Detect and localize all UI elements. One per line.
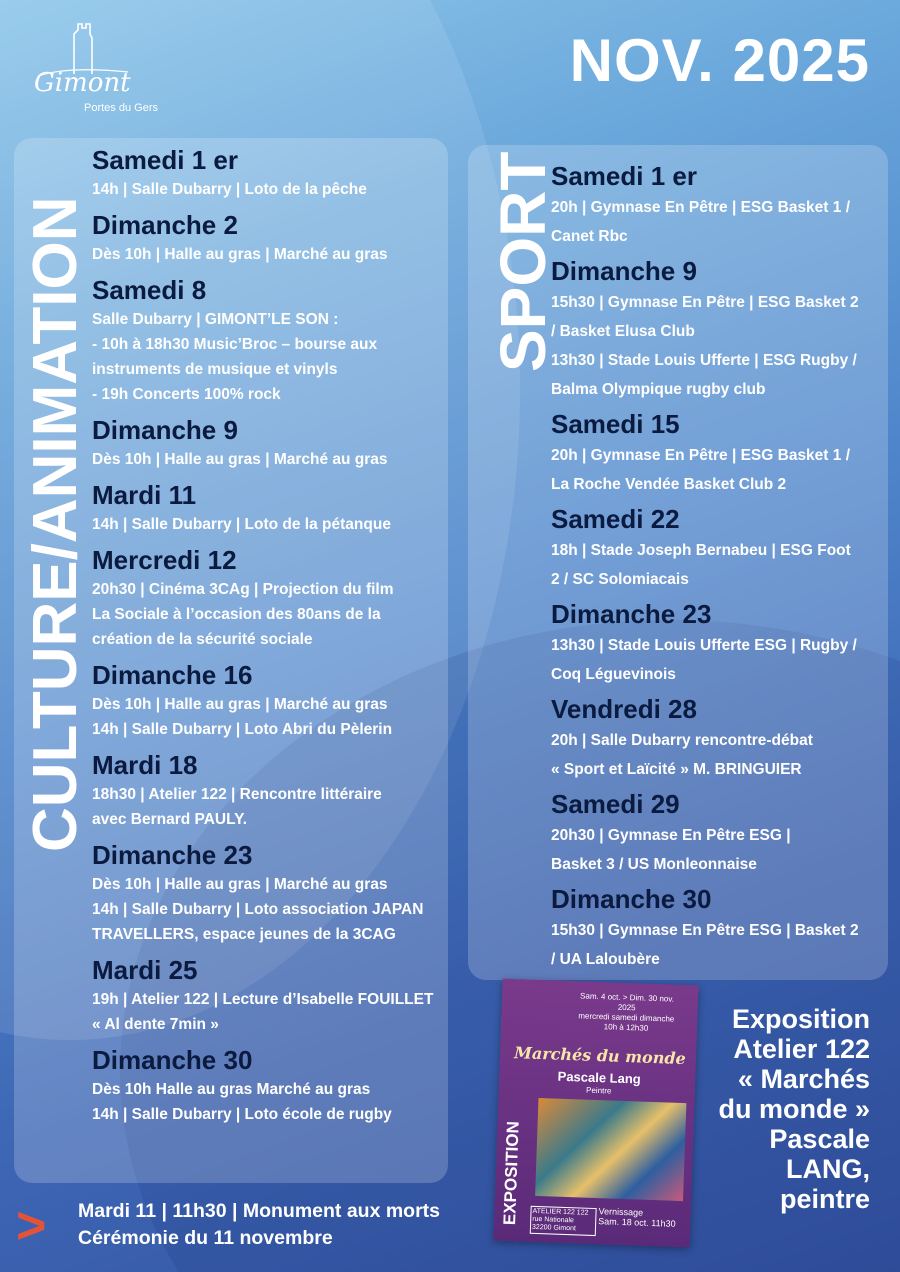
sport-event-detail: 20h30 | Gymnase En Pêtre ESG | bbox=[551, 827, 791, 844]
poster-dates: Sam. 4 oct. > Dim. 30 nov. 2025 bbox=[579, 991, 675, 1013]
culture-event-day: Dimanche 9 bbox=[92, 415, 238, 445]
sport-event-day: Samedi 22 bbox=[551, 504, 680, 534]
culture-event-day: Dimanche 23 bbox=[92, 840, 253, 870]
culture-event-detail: Dès 10h | Halle au gras | Marché au gras bbox=[92, 696, 388, 713]
poster-vertical-label: EXPOSITION bbox=[500, 1120, 523, 1226]
event-spacer bbox=[92, 202, 444, 209]
event-spacer bbox=[92, 832, 444, 839]
culture-event-detail: 14h | Salle Dubarry | Loto de la pétanque bbox=[92, 516, 391, 533]
culture-event-detail: TRAVELLERS, espace jeunes de la 3CAG bbox=[92, 926, 396, 943]
event-spacer bbox=[92, 742, 444, 749]
culture-event-detail: - 10h à 18h30 Music’Broc – bourse aux bbox=[92, 336, 378, 353]
poster-hours: mercredi samedi dimanche 10h à 12h30 bbox=[578, 1011, 675, 1033]
expo-line: du monde » bbox=[718, 1094, 870, 1124]
event-spacer bbox=[92, 652, 444, 659]
sport-event-detail: 13h30 | Stade Louis Ufferte | ESG Rugby / bbox=[551, 352, 857, 369]
expo-line: Exposition bbox=[731, 1004, 870, 1034]
logo-subtitle: Portes du Gers bbox=[84, 102, 158, 114]
ceremony-line-1: Mardi 11 | 11h30 | Monument aux morts bbox=[78, 1200, 441, 1222]
sport-event-detail: Coq Léguevinois bbox=[551, 666, 676, 683]
poster-vernissage-date: Sam. 18 oct. 11h30 bbox=[598, 1216, 676, 1229]
event-spacer bbox=[92, 537, 444, 544]
culture-event-detail: 14h | Salle Dubarry | Loto Abri du Pèlerin bbox=[92, 721, 393, 738]
sport-event-detail: Balma Olympique rugby club bbox=[551, 381, 766, 398]
exhibition-poster bbox=[493, 979, 698, 1248]
sport-event-detail: / UA Laloubère bbox=[551, 951, 660, 968]
poster-venue: ATELIER 122 122 rue Nationale 32200 Gimont bbox=[530, 1206, 597, 1236]
ceremony-notice bbox=[78, 1198, 440, 1252]
poster-role: Peintre bbox=[585, 1085, 612, 1096]
culture-event-detail: 18h30 | Atelier 122 | Rencontre littéraire bbox=[92, 786, 382, 803]
sport-event-detail: 13h30 | Stade Louis Ufferte ESG | Rugby / bbox=[551, 637, 857, 654]
culture-event-detail: Dès 10h | Halle au gras | Marché au gras bbox=[92, 246, 388, 263]
sport-event-day: Vendredi 28 bbox=[551, 694, 697, 724]
page-title: NOV. 2025 bbox=[569, 27, 870, 94]
expo-line: Atelier 122 bbox=[733, 1034, 870, 1064]
culture-event-day: Mardi 11 bbox=[92, 480, 197, 510]
culture-event-day: Mardi 25 bbox=[92, 955, 198, 985]
culture-event-day: Samedi 8 bbox=[92, 275, 207, 305]
sport-event-detail: 2 / SC Solomiacais bbox=[551, 571, 689, 588]
culture-event-detail: Dès 10h | Halle au gras | Marché au gras bbox=[92, 451, 388, 468]
sport-events-list bbox=[551, 160, 884, 978]
event-spacer bbox=[551, 974, 884, 978]
sport-event-detail: La Roche Vendée Basket Club 2 bbox=[551, 476, 787, 493]
culture-event-detail: La Sociale à l’occasion des 80ans de la bbox=[92, 606, 381, 623]
culture-event-detail: 19h | Atelier 122 | Lecture d’Isabelle FOUILLET bbox=[92, 991, 434, 1008]
culture-event-detail: Dès 10h | Halle au gras | Marché au gras bbox=[92, 876, 388, 893]
culture-event-day: Samedi 1 er bbox=[92, 145, 238, 175]
culture-event-day: Dimanche 2 bbox=[92, 210, 238, 240]
sport-event-day: Samedi 1 er bbox=[551, 161, 697, 191]
gimont-logo bbox=[18, 22, 158, 122]
event-spacer bbox=[92, 472, 444, 479]
sport-event-day: Dimanche 9 bbox=[551, 256, 697, 286]
sport-event-detail: « Sport et Laïcité » M. BRINGUIER bbox=[551, 761, 802, 778]
event-spacer bbox=[92, 407, 444, 414]
culture-event-detail: Dès 10h Halle au gras Marché au gras bbox=[92, 1081, 371, 1098]
event-spacer bbox=[92, 267, 444, 274]
poster-vernissage: Vernissage bbox=[598, 1206, 644, 1218]
sport-section-label: SPORT bbox=[487, 151, 559, 372]
event-spacer bbox=[92, 947, 444, 954]
sport-event-detail: Basket 3 / US Monleonnaise bbox=[551, 856, 757, 873]
poster-title: Marchés du monde bbox=[513, 1043, 687, 1069]
sport-event-detail: 20h | Gymnase En Pêtre | ESG Basket 1 / bbox=[551, 199, 851, 216]
culture-event-detail: 14h | Salle Dubarry | Loto association JAPAN bbox=[92, 901, 424, 918]
sport-event-detail: Canet Rbc bbox=[551, 228, 628, 245]
sport-event-day: Samedi 15 bbox=[551, 409, 680, 439]
sport-event-detail: 18h | Stade Joseph Bernabeu | ESG Foot bbox=[551, 542, 851, 559]
culture-event-detail: « Al dente 7min » bbox=[92, 1016, 219, 1033]
ceremony-line-2: Cérémonie du 11 novembre bbox=[78, 1227, 333, 1249]
event-spacer bbox=[92, 1037, 444, 1044]
expo-line: Pascale bbox=[769, 1124, 870, 1154]
culture-events-list bbox=[92, 144, 444, 1134]
sport-event-detail: 15h30 | Gymnase En Pêtre | ESG Basket 2 bbox=[551, 294, 859, 311]
poster-artwork bbox=[535, 1098, 686, 1201]
culture-event-detail: avec Bernard PAULY. bbox=[92, 811, 248, 828]
expo-line: LANG, bbox=[786, 1154, 870, 1184]
culture-section-label: CULTURE/ANIMATION bbox=[21, 196, 90, 852]
expo-line: « Marchés bbox=[737, 1064, 870, 1094]
culture-event-detail: 20h30 | Cinéma 3CAg | Projection du film bbox=[92, 581, 394, 598]
culture-event-day: Dimanche 30 bbox=[92, 1045, 253, 1075]
culture-event-detail: Salle Dubarry | GIMONT’LE SON : bbox=[92, 311, 339, 328]
logo-name: Gimont bbox=[34, 68, 131, 98]
culture-event-detail: création de la sécurité sociale bbox=[92, 631, 313, 648]
event-spacer bbox=[92, 1127, 444, 1134]
chevron-right-icon: > bbox=[16, 1197, 47, 1255]
sport-event-day: Dimanche 30 bbox=[551, 884, 712, 914]
sport-event-detail: 20h | Salle Dubarry rencontre-débat bbox=[551, 732, 813, 749]
culture-event-day: Dimanche 16 bbox=[92, 660, 253, 690]
sport-event-day: Samedi 29 bbox=[551, 789, 680, 819]
culture-event-detail: instruments de musique et vinyls bbox=[92, 361, 338, 378]
sport-event-day: Dimanche 23 bbox=[551, 599, 712, 629]
sport-event-detail: 15h30 | Gymnase En Pêtre ESG | Basket 2 bbox=[551, 922, 859, 939]
culture-event-day: Mercredi 12 bbox=[92, 545, 237, 575]
sport-event-detail: 20h | Gymnase En Pêtre | ESG Basket 1 / bbox=[551, 447, 851, 464]
culture-event-detail: - 19h Concerts 100% rock bbox=[92, 386, 281, 403]
expo-line: peintre bbox=[779, 1184, 870, 1214]
exhibition-caption bbox=[670, 1004, 870, 1214]
culture-event-detail: 14h | Salle Dubarry | Loto école de rugby bbox=[92, 1106, 392, 1123]
sport-event-detail: / Basket Elusa Club bbox=[551, 323, 695, 340]
poster-artist: Pascale Lang bbox=[557, 1068, 642, 1087]
culture-event-day: Mardi 18 bbox=[92, 750, 198, 780]
culture-event-detail: 14h | Salle Dubarry | Loto de la pêche bbox=[92, 181, 367, 198]
poster-dates-block bbox=[571, 991, 682, 1035]
